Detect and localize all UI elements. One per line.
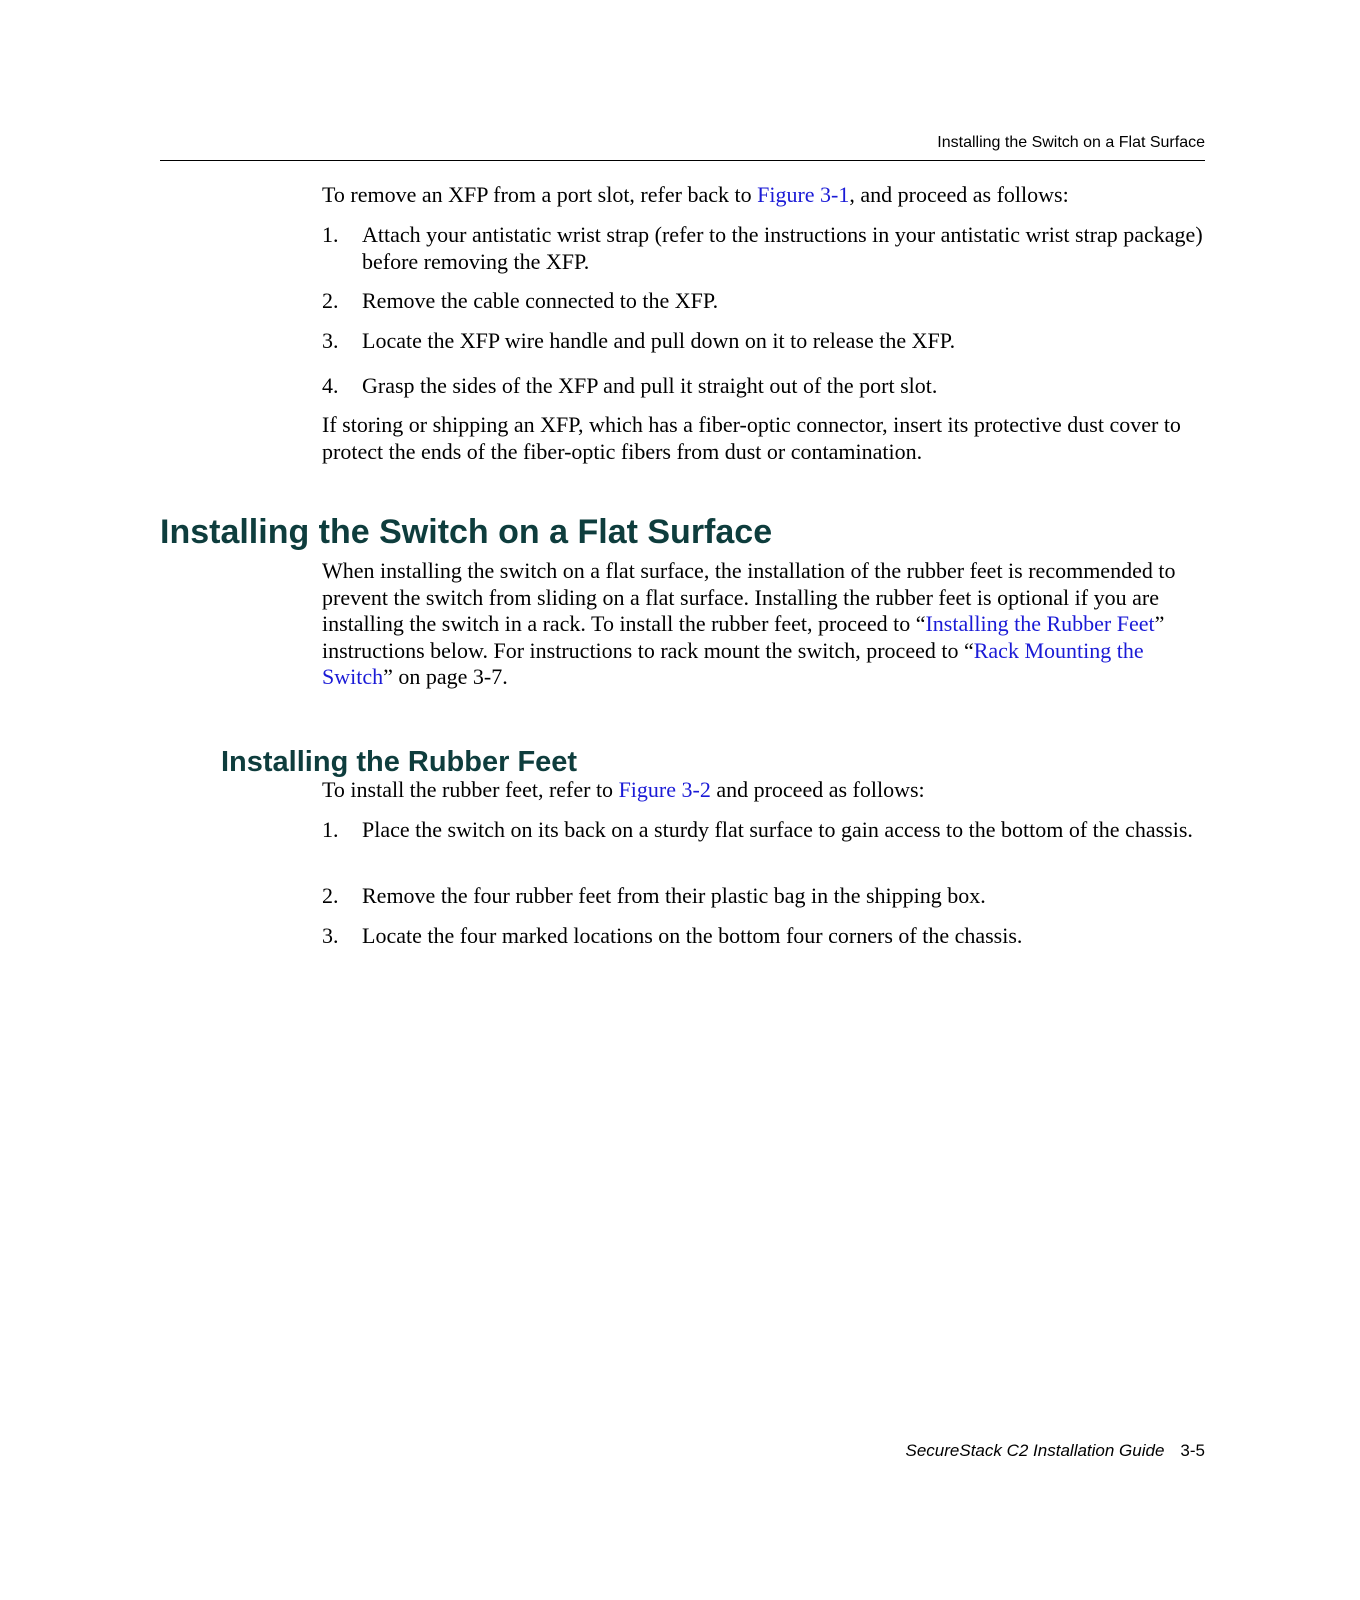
step-text: Grasp the sides of the XFP and pull it straight out of the port slot.	[362, 373, 938, 398]
running-header: Installing the Switch on a Flat Surface	[937, 134, 1205, 151]
figure-3-2-link[interactable]: Figure 3-2	[618, 777, 711, 802]
figure-3-1-link[interactable]: Figure 3-1	[757, 182, 850, 207]
step-number: 4.	[322, 373, 339, 398]
remove-xfp-intro: To remove an XFP from a port slot, refer back to Figure 3-1, and proceed as follows:	[322, 182, 1069, 207]
step-number: 3.	[322, 923, 339, 948]
feet-step-2	[322, 883, 1207, 910]
step-text: Locate the XFP wire handle and pull down on it to release the XFP.	[362, 328, 956, 353]
remove-step-4	[322, 373, 1207, 400]
subsection-heading-rubber-feet: Installing the Rubber Feet	[221, 746, 578, 778]
remove-step-2	[322, 288, 1207, 315]
step-text: Remove the four rubber feet from their plastic bag in the shipping box.	[362, 883, 986, 908]
header-rule	[160, 160, 1205, 161]
section-heading-flat-surface: Installing the Switch on a Flat Surface	[160, 513, 773, 551]
installing-rubber-feet-link[interactable]: Installing the Rubber Feet	[925, 611, 1155, 636]
feet-step-3	[322, 923, 1207, 950]
step-number: 2.	[322, 288, 339, 313]
remove-step-3	[322, 328, 1207, 355]
feet-step-1	[322, 817, 1207, 844]
rack-mounting-link[interactable]: Rack Mounting the Switch	[322, 637, 1144, 689]
rubber-feet-intro: To install the rubber feet, refer to Figure 3-2 and proceed as follows:	[322, 777, 925, 802]
step-text: Remove the cable connected to the XFP.	[362, 288, 719, 313]
step-number: 1.	[322, 222, 339, 247]
step-text: Place the switch on its back on a sturdy flat surface to gain access to the bottom of the chassis.	[362, 817, 1193, 842]
step-text: Locate the four marked locations on the bottom four corners of the chassis.	[362, 923, 1023, 948]
step-text: Attach your antistatic wrist strap (refer to the instructions in your antistatic wrist strap package) before removing the XFP.	[362, 222, 1203, 274]
page-number: 3-5	[1180, 1441, 1205, 1460]
step-number: 3.	[322, 328, 339, 353]
flat-surface-paragraph: When installing the switch on a flat surface, the installation of the rubber feet is recommended to prevent the switch from sliding on a flat surface. Installing the rubber feet is optional if you are installing the switch in a rack. To install the rubber feet, proceed to “Installing the Rubber Feet” instructions below. For instructions to rack mount the switch, proceed to “Rack Mounting the Switch” on page 3-7.	[322, 558, 1176, 689]
step-number: 2.	[322, 883, 339, 908]
step-number: 1.	[322, 817, 339, 842]
page-footer	[700, 1441, 1205, 1461]
storing-note: If storing or shipping an XFP, which has a fiber-optic connector, insert its protective dust cover to protect the ends of the fiber-optic fibers from dust or contamination.	[322, 412, 1181, 464]
remove-step-1	[322, 222, 1207, 275]
guide-title: SecureStack C2 Installation Guide	[905, 1441, 1165, 1460]
